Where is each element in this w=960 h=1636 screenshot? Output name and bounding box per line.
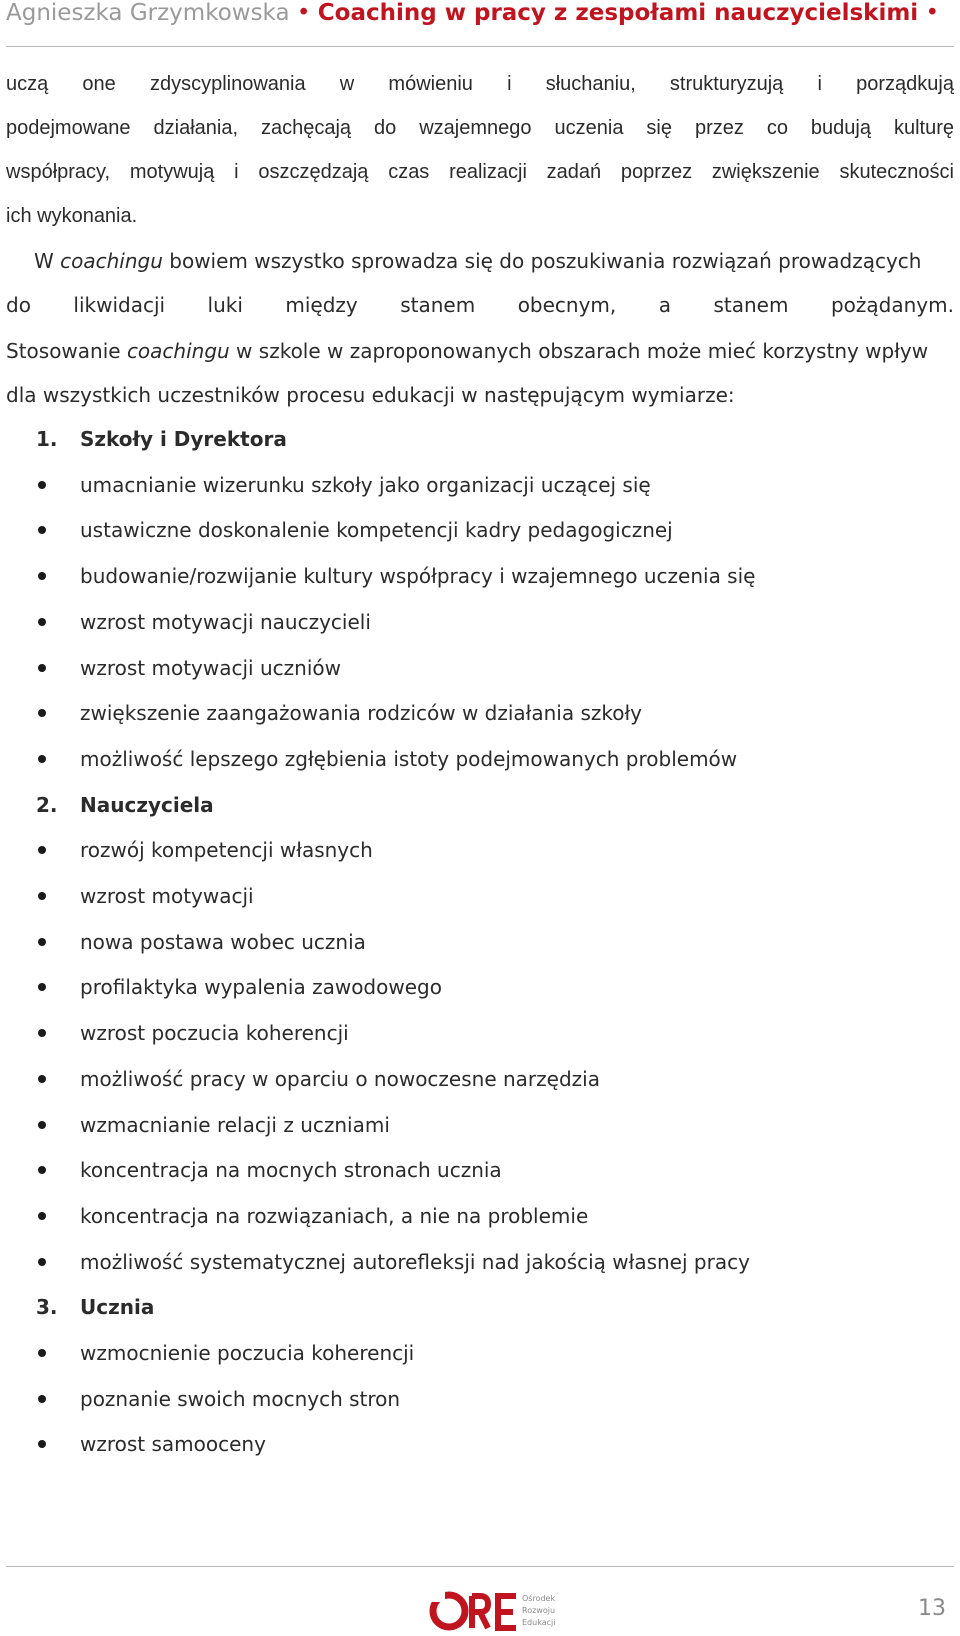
list-item-text: poznanie swoich mocnych stron bbox=[80, 1386, 401, 1411]
para2-line-1 bbox=[6, 248, 954, 274]
bullet-icon bbox=[38, 846, 46, 854]
intro-word: do bbox=[374, 117, 397, 139]
section-title: Szkoły i Dyrektora bbox=[80, 427, 287, 451]
intro-word: mówieniu bbox=[388, 73, 473, 95]
para2-word: między bbox=[285, 293, 358, 317]
bullet-icon bbox=[38, 1212, 46, 1220]
list-item-text: zwiększenie zaangażowania rodziców w działania szkoły bbox=[80, 701, 643, 726]
list-item-text: koncentracja na rozwiązaniach, a nie na problemie bbox=[80, 1203, 589, 1228]
bullet-icon bbox=[38, 1258, 46, 1266]
page-number: 13 bbox=[918, 1596, 946, 1621]
list-item-text: ustawiczne doskonalenie kompetencji kadry pedagogicznej bbox=[80, 518, 673, 543]
intro-line-3 bbox=[6, 160, 954, 184]
para2-word: luki bbox=[207, 293, 243, 317]
footer-divider bbox=[6, 1566, 954, 1567]
intro-word: czas bbox=[388, 161, 430, 183]
intro-word: porządkują bbox=[856, 73, 954, 95]
header-author: Agnieszka Grzymkowska bbox=[6, 0, 290, 26]
intro-word: współpracy, bbox=[6, 161, 111, 183]
para2-line-2 bbox=[6, 292, 954, 318]
intro-word: kulturę bbox=[893, 117, 954, 139]
para2-word: a bbox=[658, 293, 672, 317]
logo-sub-1: Ośrodek bbox=[522, 1594, 556, 1603]
para2-line-4: dla wszystkich uczestników procesu edukacji w następującym wymiarze: bbox=[6, 383, 735, 407]
running-header bbox=[6, 0, 939, 28]
intro-word: się bbox=[646, 117, 672, 139]
logo-sub-3: Edukacji bbox=[522, 1618, 556, 1627]
list-item-text: wzrost motywacji uczniów bbox=[80, 655, 341, 680]
list-item-text: możliwość pracy w oparciu o nowoczesne narzędzia bbox=[80, 1066, 600, 1091]
list-item-text: koncentracja na mocnych stronach ucznia bbox=[80, 1158, 502, 1183]
header-end-mark: • bbox=[925, 0, 940, 26]
intro-word: one bbox=[82, 73, 116, 95]
bullet-icon bbox=[38, 983, 46, 991]
section-title: Ucznia bbox=[80, 1295, 155, 1320]
list-item-text: nowa postawa wobec ucznia bbox=[80, 929, 366, 954]
intro-word: realizacji bbox=[449, 161, 527, 183]
section-number: 2. bbox=[36, 792, 58, 817]
bullet-icon bbox=[38, 1121, 46, 1129]
bullet-icon bbox=[38, 1440, 46, 1448]
list-item-text: wzrost motywacji nauczycieli bbox=[80, 609, 371, 634]
intro-word: uczą bbox=[6, 73, 49, 95]
list-item-text: możliwość systematycznej autorefleksji nad jakością własnej pracy bbox=[80, 1249, 750, 1274]
intro-word: przez bbox=[694, 117, 744, 139]
para2-word: obecnym, bbox=[517, 293, 617, 317]
list-item-text: wzrost samooceny bbox=[80, 1432, 266, 1457]
intro-word: i bbox=[507, 73, 512, 95]
intro-line-4: ich wykonania. bbox=[6, 205, 138, 227]
bullet-icon bbox=[38, 481, 46, 489]
list-item-text: budowanie/rozwijanie kultury współpracy i wzajemnego uczenia się bbox=[80, 564, 756, 589]
bullet-icon bbox=[38, 572, 46, 580]
para2-word: stanem bbox=[713, 293, 789, 317]
bullet-icon bbox=[38, 618, 46, 626]
list-item-text: możliwość lepszego zgłębienia istoty podejmowanych problemów bbox=[80, 746, 738, 771]
para2-word: stanem bbox=[400, 293, 476, 317]
intro-word: uczenia bbox=[554, 117, 624, 139]
ore-logo bbox=[428, 1590, 568, 1632]
intro-line-1 bbox=[6, 72, 954, 96]
intro-word: zdyscyplinowania bbox=[149, 73, 306, 95]
list-item-text: profilaktyka wypalenia zawodowego bbox=[80, 975, 442, 1000]
bullet-icon bbox=[38, 1395, 46, 1403]
intro-word: zwiększenie bbox=[711, 161, 820, 183]
intro-word: w bbox=[339, 73, 355, 95]
logo-sub-2: Rozwoju bbox=[522, 1606, 556, 1615]
bullet-icon bbox=[38, 755, 46, 763]
intro-word: zachęcają bbox=[260, 117, 352, 139]
ore-logo-mark bbox=[428, 1590, 520, 1632]
para2-line-3 bbox=[6, 338, 954, 364]
bullet-icon bbox=[38, 1166, 46, 1174]
intro-word: słuchaniu, bbox=[545, 73, 636, 95]
para2-line-1-end: bowiem wszystko sprowadza się do poszukiwania rozwiązań prowadzących bbox=[162, 249, 922, 273]
bullet-icon bbox=[38, 892, 46, 900]
para2-line-3-italic: coachingu bbox=[126, 339, 230, 363]
intro-word: i bbox=[234, 161, 239, 183]
bullet-icon bbox=[38, 664, 46, 672]
list-item-text: wzmacnianie relacji z uczniami bbox=[80, 1112, 390, 1137]
section-heading bbox=[36, 426, 287, 452]
bullet-icon bbox=[38, 1075, 46, 1083]
bullet-icon bbox=[38, 709, 46, 717]
para2-line-3-start: Stosowanie bbox=[6, 339, 127, 363]
list-item-text: wzrost motywacji bbox=[80, 884, 254, 908]
section-number: 3. bbox=[36, 1295, 58, 1320]
intro-word: działania, bbox=[153, 117, 239, 139]
para2-line-1-start: W bbox=[34, 249, 61, 273]
intro-word: strukturyzują bbox=[669, 73, 784, 95]
intro-word: oszczędzają bbox=[258, 161, 369, 183]
intro-word: motywują bbox=[129, 161, 215, 183]
bullet-icon bbox=[38, 1029, 46, 1037]
para2-line-1-italic: coachingu bbox=[60, 249, 163, 273]
intro-word: poprzez bbox=[620, 161, 693, 183]
list-item-text: rozwój kompetencji własnych bbox=[80, 838, 373, 863]
header-divider bbox=[6, 46, 954, 47]
header-title: Coaching w pracy z zespołami nauczycielskimi bbox=[317, 0, 919, 26]
bullet-icon bbox=[38, 1349, 46, 1357]
section-title: Nauczyciela bbox=[80, 792, 214, 817]
list-item-text: umacnianie wizerunku szkoły jako organizacji uczącej się bbox=[80, 472, 651, 497]
intro-word: budują bbox=[810, 117, 871, 139]
intro-word: wzajemnego bbox=[419, 117, 532, 139]
para2-word: pożądanym. bbox=[830, 293, 954, 317]
para2-word: likwidacji bbox=[73, 293, 166, 317]
list-item-text: wzmocnienie poczucia koherencji bbox=[80, 1341, 415, 1365]
para2-word: do bbox=[6, 293, 31, 317]
intro-word: co bbox=[766, 117, 788, 139]
section-heading bbox=[36, 1294, 154, 1320]
intro-word: zadań bbox=[546, 161, 602, 183]
bullet-icon bbox=[38, 938, 46, 946]
section-heading bbox=[36, 792, 214, 818]
intro-word: podejmowane bbox=[6, 117, 131, 139]
list-item-text: wzrost poczucia koherencji bbox=[80, 1021, 349, 1046]
header-separator: • bbox=[296, 0, 311, 26]
intro-word: skuteczności bbox=[839, 161, 954, 183]
intro-word: i bbox=[817, 73, 822, 95]
intro-line-2 bbox=[6, 116, 954, 140]
para2-line-3-end: w szkole w zaproponowanych obszarach może mieć korzystny wpływ bbox=[229, 339, 929, 363]
section-number: 1. bbox=[36, 427, 58, 451]
bullet-icon bbox=[38, 526, 46, 534]
